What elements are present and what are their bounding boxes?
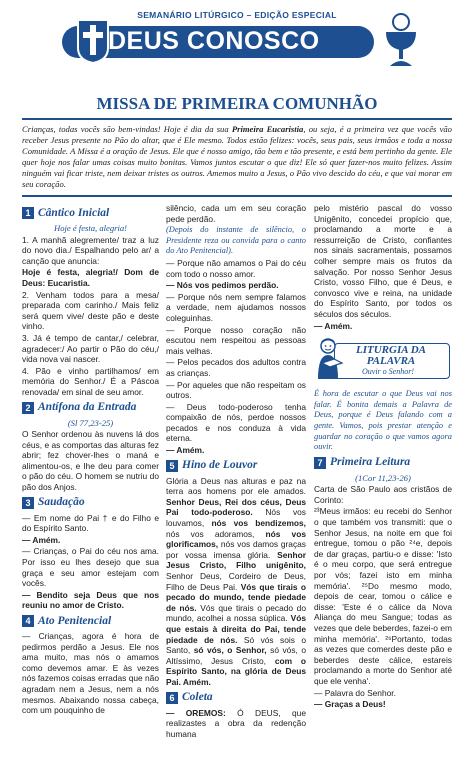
intro-text-cont: , ou seja, é a primeira vez que vocês vão receber Jesus presente no Pão do altar, que é Ele mesmo. Todos estão felizes: vocês, seus pais, seus irmãos e toda a nossa Comunidade. A Missa é a oração de Jesus. Ele que é nosso amigo, tão bem e tão presente, e está bem pertinho da gente. Ele quer hoje nos falar umas coisas muito bonitas. Vamos juntos escutar o que diz! Ele só quer fazer-nos muito felizes. Assim ninguém vai ficar triste, nem deixar tristes os outros. Amemos muito a Jesus, o Pão vivo descido do céu, e que vai morar em seu coração. xyxy=(22,124,452,189)
reading-text: ²³Meus irmãos: eu recebi do Senhor o que também vos transmiti: que o Senhor Jesus, na noite em que foi entregue, tomou o pão ²⁴e, depois de dar graças, partiu-o e disse: 'Isto é o meu corpo, que será entregue por vós; fazei isto em minha memória'. ²⁵Do mesmo modo, depois de cear, tomou o cálice e disse: 'Este é o cálice da Nova Aliança do meu Sangue; todas as vezes que dele beberdes, fazei-o em minha memória'. ²⁶Portanto, todas as vezes que comerdes deste pão e beberdes deste cálice, estareis proclamando a morte do Senhor até que ele venha'. xyxy=(314,506,452,686)
section-number: 4 xyxy=(22,615,34,627)
divider xyxy=(22,118,452,120)
gloria-response: Senhor Jesus Cristo, Filho unigênito, xyxy=(166,549,306,571)
liturgia-banner xyxy=(314,337,452,383)
intro-bold: Primeira Eucaristia xyxy=(231,124,304,134)
collect-text xyxy=(166,708,306,740)
masthead xyxy=(0,0,474,76)
section-heading xyxy=(22,497,159,509)
collect-text-cont: pelo mistério pascal do vosso Unigênito, concedei propício que, proclamando a morte e a ressurreição de Cristo, confiantes nos sinais sacramentais, possamos colher sempre mais os frutos da salvação. Por nosso Senhor Jesus Cristo, vosso Filho, que é Deus, e convosco vive e reina, na unidade do Espírito Santo, por todos os séculos dos séculos. xyxy=(314,203,452,319)
line: — Pelos pecados dos adultos contra as crianças. xyxy=(166,357,306,378)
section-number: 7 xyxy=(314,457,326,469)
section-number: 5 xyxy=(166,460,178,472)
line: — Crianças, o Pai do céu nos ama. Por isso eu lhes desejo que sua graça e seu amor estejam com vocês. xyxy=(22,546,159,589)
section-number: 6 xyxy=(166,692,178,704)
reader-illustration-icon xyxy=(314,337,346,381)
response: — Graças a Deus! xyxy=(314,699,386,710)
reading-intro: Carta de São Paulo aos cristãos de Corinto: xyxy=(314,484,452,505)
chalice-icon xyxy=(380,12,422,68)
collect-oremos: — OREMOS: xyxy=(166,707,226,718)
refrain: Hoje é festa, alegria!/ Dom de Deus: Eucaristia. xyxy=(22,267,159,288)
line: — Por aqueles que não respeitam os outros. xyxy=(166,379,306,401)
gloria-part: nós vos adoramos, xyxy=(166,528,266,539)
gloria-part: Glória a Deus nas alturas e paz na terra aos homens por ele amados. xyxy=(166,475,306,497)
section-title: Primeira Leitura xyxy=(330,456,411,469)
gloria-response: Vós que estais à direita do Pai, tende piedade de nós. xyxy=(166,613,306,645)
gloria-response: nós vos bendizemos, xyxy=(211,518,307,529)
gloria-part: Senhor Deus, Cordeiro de Deus, Filho de Deus Pai. xyxy=(166,571,306,592)
line: silêncio, cada um em seu coração pede perdão. xyxy=(166,203,306,224)
gloria-response: nós vos glorificamos, xyxy=(166,528,306,550)
line: — Porque nosso coração não escutou nem respeitou as pessoas mais velhas. xyxy=(166,324,306,356)
divider xyxy=(22,195,452,197)
section-reference: (1Cor 11,23-26) xyxy=(355,472,411,483)
section-title: Ato Penitencial xyxy=(38,614,112,627)
column-3 xyxy=(314,203,452,711)
penitential-text: — Crianças, agora é hora de pedirmos perdão a Jesus. Ele nos ama muito, mas nós o amamos como devemos amar. E às vezes nós fazemos coisas erradas que não agradam nem a Jesus, nem a nós mesmos. Abaixando nossa cabeça, com um pouquinho de xyxy=(22,631,159,716)
intro-paragraph xyxy=(22,124,452,190)
section-heading xyxy=(166,460,306,472)
page-title: MISSA DE PRIMEIRA COMUNHÃO xyxy=(96,94,378,113)
line: — Em nome do Pai † e do Filho e do Espírito Santo. xyxy=(22,512,159,534)
verse: 1. A manhã alegremente/ traz a luz do novo dia./ Espalhando pelo ar/ a canção que anuncia: xyxy=(22,234,159,266)
section-heading xyxy=(22,615,159,627)
section-reference: (Sl 77,23-25) xyxy=(67,417,114,428)
section-heading xyxy=(166,692,306,704)
masthead-brand: DEUS CONOSCO xyxy=(108,27,320,55)
section-subtitle: Hoje é festa, alegria! xyxy=(53,223,128,233)
section-title: Cântico Inicial xyxy=(38,206,110,219)
line: — Palavra do Senhor. xyxy=(314,687,396,698)
section-title: Coleta xyxy=(182,691,213,704)
gloria-part: Só vós sois o Santo, xyxy=(166,634,306,656)
gloria-part: Vós que tirais o pecado do mundo, acolhei a nossa súplica. xyxy=(166,602,307,624)
section-heading xyxy=(22,207,159,219)
intro-text: Crianças, todas vocês são bem-vindas! Hoje é dia da sua xyxy=(22,124,232,134)
collect-part: Ó DEUS, que realizastes a obra da redenção humana xyxy=(166,707,306,739)
response: — Amém. xyxy=(22,534,61,545)
column-1 xyxy=(22,203,159,717)
liturgia-subtitle: Ouvir o Senhor! xyxy=(362,367,414,377)
section-title: Antífona da Entrada xyxy=(38,401,137,414)
liturgia-intro: É hora de escutar o que Deus vai nos falar. É bonita demais a Palavra de Deus, porque é Deus falando com a gente. Vamos, pois prestar atenção e guardar no coração o que vamos agora ouvir. xyxy=(314,389,452,452)
section-number: 3 xyxy=(22,497,34,509)
response: — Nós vos pedimos perdão. xyxy=(166,280,279,291)
response: — Amém. xyxy=(314,320,353,331)
antiphon-text: O Senhor ordenou às nuvens lá dos céus, e as comportas das alturas fez abrir; fez chover-lhes o maná e alimentou-os, e lhe deu para comer o pão do céu. O homem se nutriu do pão dos Anjos. xyxy=(22,429,159,493)
gloria-part: Nós vos louvamos, xyxy=(166,507,306,529)
line: — Porque nós nem sempre falamos a verdade, nem ajudamos nossos coleguinhas. xyxy=(166,291,306,323)
section-heading xyxy=(314,457,452,469)
verse: 2. Venham todos para a mesa/ preparada com carinho./ Mais feliz será quem vive/ deste pão e deste vinho. xyxy=(22,289,159,332)
section-number: 2 xyxy=(22,402,34,414)
gloria-response: Vós que tirais o pecado do mundo, tende piedade de nós. xyxy=(166,581,306,613)
gloria-text xyxy=(166,476,306,688)
section-number: 1 xyxy=(22,207,34,219)
line: — Porque não amamos o Pai do céu com todo o nosso amor. xyxy=(166,257,306,279)
response: — Bendito seja Deus que nos reuniu no amor de Cristo. xyxy=(22,589,159,611)
line: — Deus todo-poderoso tenha compaixão de nós, perdoe nossos pecados e nos conduza à vida eterna. xyxy=(166,401,306,444)
gloria-part: só vós, o Altíssimo, Jesus Cristo, xyxy=(166,645,307,666)
verse: 3. Já é tempo de cantar,/ celebrar, agradecer:/ Ao partir o Pão do céu,/ vida nova vai nascer. xyxy=(22,332,159,365)
column-2 xyxy=(166,203,306,740)
gloria-response: Senhor Deus, Rei dos céus, Deus Pai todo-poderoso. xyxy=(166,496,306,518)
gloria-part: nós vos damos graças por vossa imensa glória. xyxy=(166,539,306,560)
rubric: (Depois do instante de silêncio, o Presidente reza ou convida para o canto do Ato Penitencial). xyxy=(166,225,306,256)
gloria-response: só vós, o Senhor, xyxy=(193,645,267,656)
section-title: Saudação xyxy=(38,496,85,509)
section-heading xyxy=(22,402,159,414)
verse: 4. Pão e vinho partilhamos/ em memória do Senhor./ É a Páscoa renovada/ em sinal de seu amor. xyxy=(22,365,159,397)
response: — Amém. xyxy=(166,445,205,456)
masthead-kicker: SEMANÁRIO LITÚRGICO – EDIÇÃO ESPECIAL xyxy=(137,10,337,20)
liturgia-title: LITURGIA DA PALAVRA xyxy=(356,344,426,368)
gloria-response: com o Espírito Santo, na glória de Deus Pai. Amém. xyxy=(166,655,306,687)
cross-logo-icon xyxy=(74,18,112,64)
section-title: Hino de Louvor xyxy=(182,459,258,472)
